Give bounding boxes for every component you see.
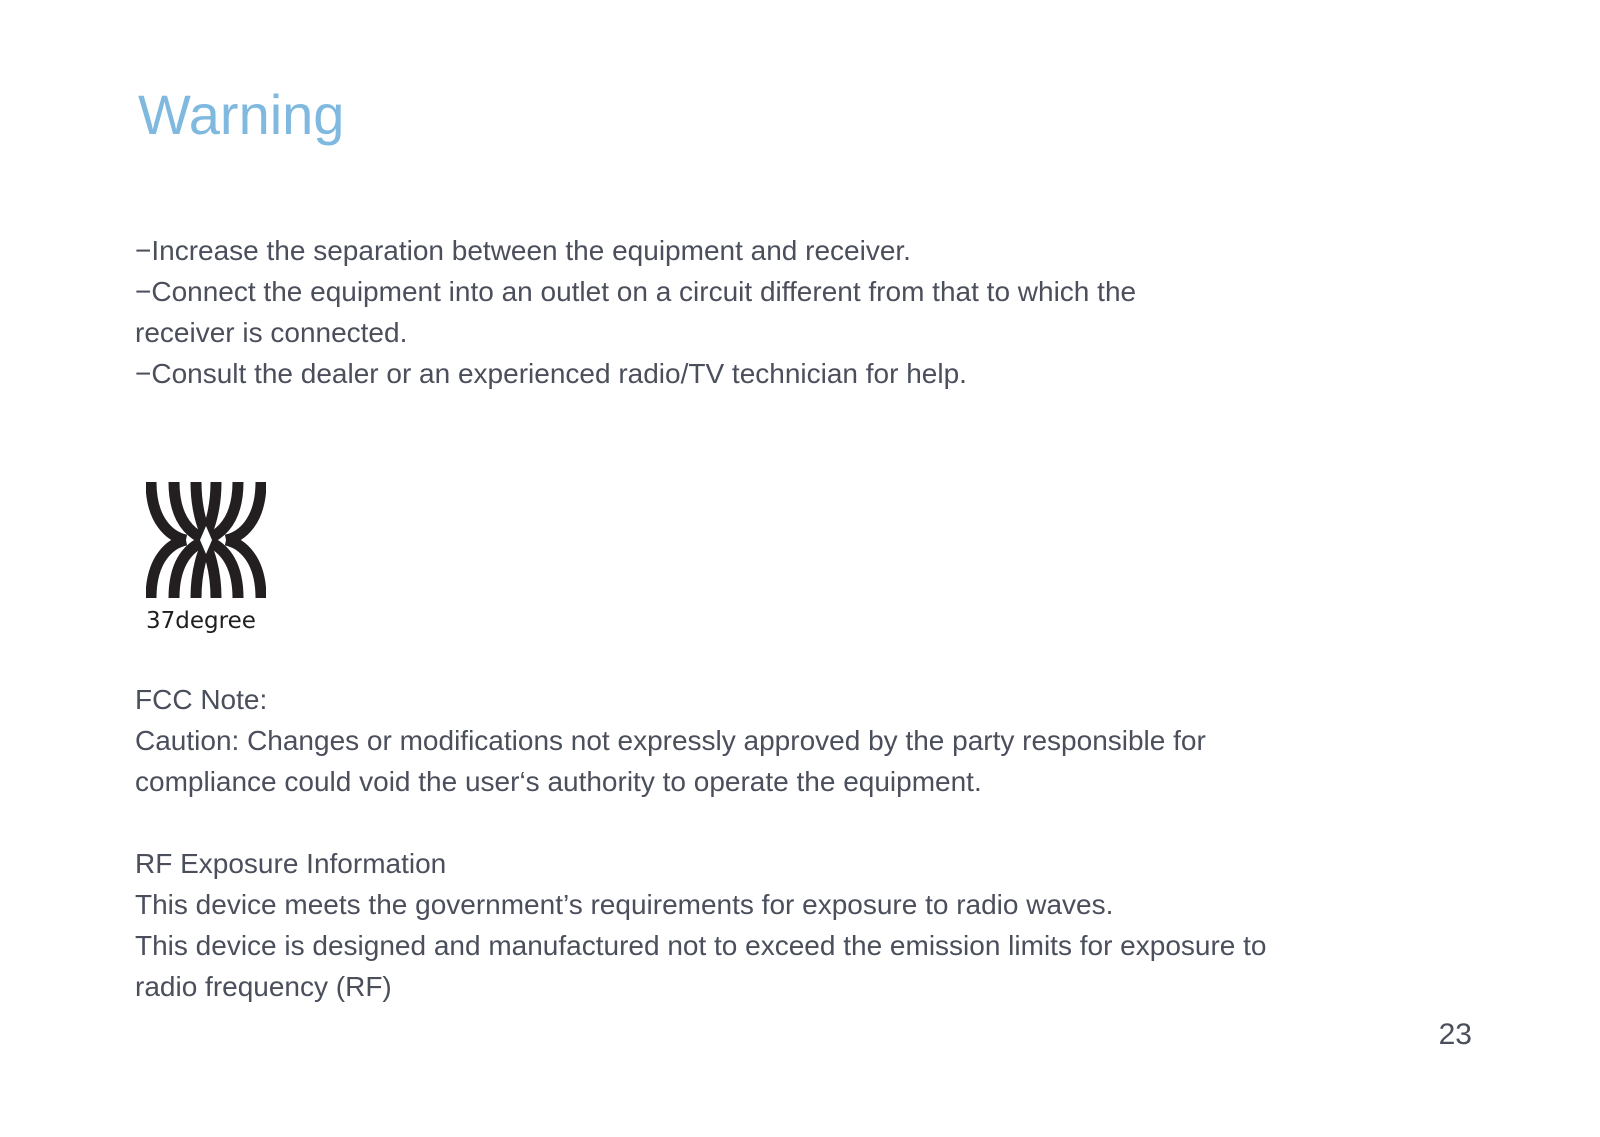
- page-number: 23: [1438, 1018, 1472, 1051]
- rf-exposure-heading: RF Exposure Information: [135, 848, 447, 879]
- page-title: Warning: [138, 83, 345, 146]
- interference-measures-list: [135, 230, 1136, 394]
- rf-exposure-line: This device meets the government’s requirements for exposure to radio waves.: [135, 889, 1114, 920]
- fcc-note-heading: FCC Note:: [135, 684, 268, 715]
- rf-exposure-line: radio frequency (RF): [135, 971, 392, 1002]
- 37degree-logo-mark-icon: [146, 482, 266, 598]
- fcc-note-line: compliance could void the user‘s authority to operate the equipment.: [135, 766, 982, 797]
- brand-logo: [146, 482, 266, 642]
- rf-exposure-section: [135, 843, 1267, 1007]
- fcc-note-line: Caution: Changes or modifications not expressly approved by the party responsible for: [135, 725, 1206, 756]
- measure-item: −Connect the equipment into an outlet on a circuit different from that to which the: [135, 276, 1137, 307]
- rf-exposure-line: This device is designed and manufactured not to exceed the emission limits for exposure to: [135, 930, 1267, 961]
- measure-item: −Consult the dealer or an experienced radio/TV technician for help.: [135, 358, 967, 389]
- measure-item: −Increase the separation between the equipment and receiver.: [135, 235, 911, 266]
- logo-wordmark: 37degree: [146, 608, 256, 634]
- fcc-note-section: [135, 679, 1206, 802]
- measure-item: receiver is connected.: [135, 317, 408, 348]
